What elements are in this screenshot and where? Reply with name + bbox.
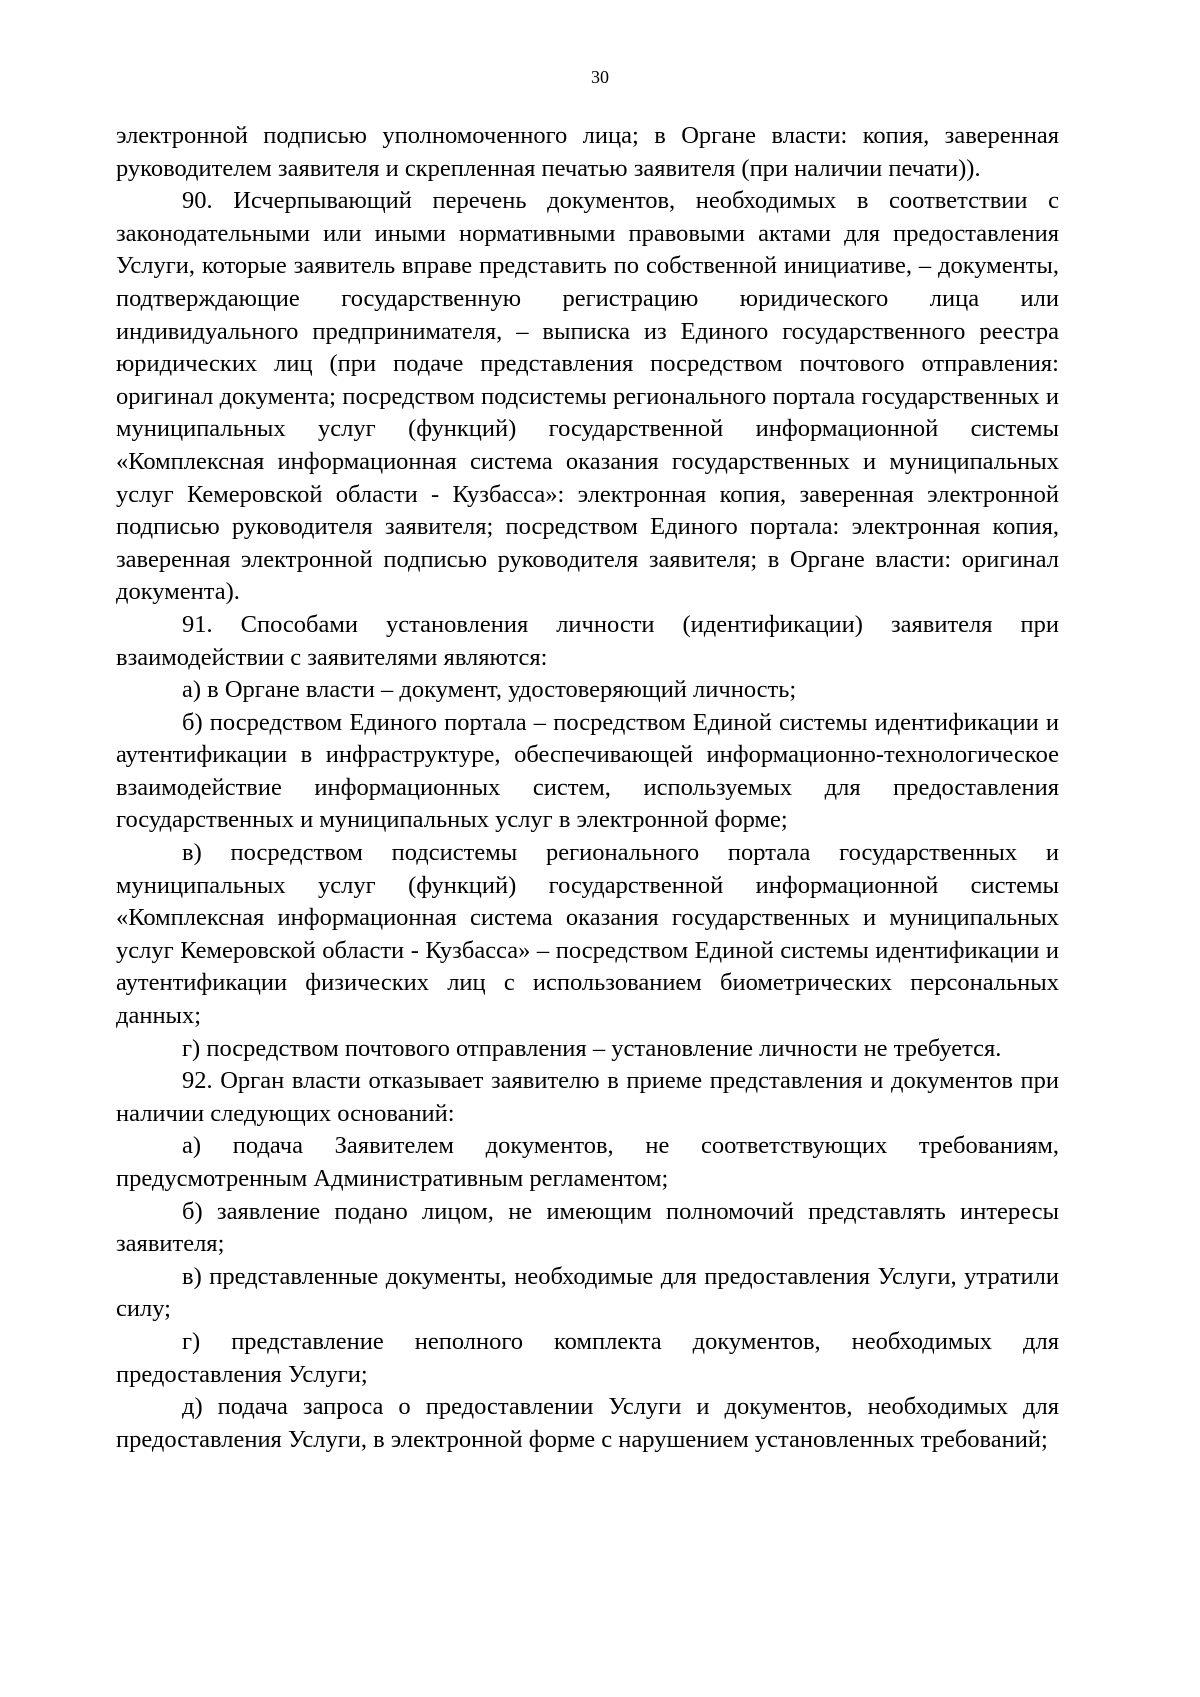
paragraph-91-v: в) посредством подсистемы регионального портала государственных и муниципальных услуг (функций) государственной информационной системы «Комплексная информационная система оказания государственных и муниципальных услуг Кемеровской области - Кузбасса» – посредством Единой системы идентификации и аутентификации физических лиц с использованием биометрических персональных данных; [116, 839, 1059, 1030]
paragraph-continuation: электронной подписью уполномоченного лица; в Органе власти: копия, заверенная руководителем заявителя и скрепленная печатью заявителя (при наличии печати)). [116, 122, 1059, 182]
paragraph-92-g: г) представление неполного комплекта документов, необходимых для предоставления Услуги; [116, 1327, 1059, 1388]
paragraph-92-d: д) подача запроса о предоставлении Услуги и документов, необходимых для предоставления Услуги, в электронной форме с нарушением установленных требований; [116, 1393, 1059, 1453]
paragraph-90: 90. Исчерпывающий перечень документов, необходимых в соответствии с законодательными или иными нормативными правовыми актами для предоставления Услуги, которые заявитель вправе представить по собственной инициативе, – документы, подтверждающие государственную регистрацию юридического лица или индивидуального предпринимателя, – выписка из Единого государственного реестра юридических лиц (при подаче представления посредством почтового отправления: оригинал документа; посредством подсистемы регионального портала государственных и муниципальных услуг (функций) государственной информационной системы «Комплексная информационная система оказания государственных и муниципальных услуг Кемеровской области - Кузбасса»: электронная копия, заверенная электронной подписью руководителя заявителя; посредством Единого портала: электронная копия, заверенная электронной подписью руководителя заявителя; в Органе власти: оригинал документа). [116, 187, 1059, 606]
paragraph-92: 92. Орган власти отказывает заявителю в приеме представления и документов при наличии следующих оснований: [116, 1067, 1059, 1127]
page-number: 30 [591, 67, 609, 87]
paragraph-91-g: г) посредством почтового отправления – установление личности не требуется. [182, 1034, 1002, 1062]
paragraph-92-v: в) представленные документы, необходимые для предоставления Услуги, утратили силу; [116, 1262, 1059, 1323]
paragraph-91-a: а) в Органе власти – документ, удостоверяющий личность; [182, 676, 797, 704]
paragraph-92-b: б) заявление подано лицом, не имеющим полномочий представлять интересы заявителя; [116, 1197, 1059, 1258]
paragraph-91: 91. Способами установления личности (идентификации) заявителя при взаимодействии с заявителями являются: [116, 610, 1059, 671]
document-body [116, 120, 1059, 1456]
paragraph-91-b: б) посредством Единого портала – посредством Единой системы идентификации и аутентификации в инфраструктуре, обеспечивающей информационно-технологическое взаимодействие информационных систем, используемых для предоставления государственных и муниципальных услуг в электронной форме; [116, 708, 1059, 834]
paragraph-92-a: а) подача Заявителем документов, не соответствующих требованиям, предусмотренным Административным регламентом; [116, 1132, 1059, 1192]
